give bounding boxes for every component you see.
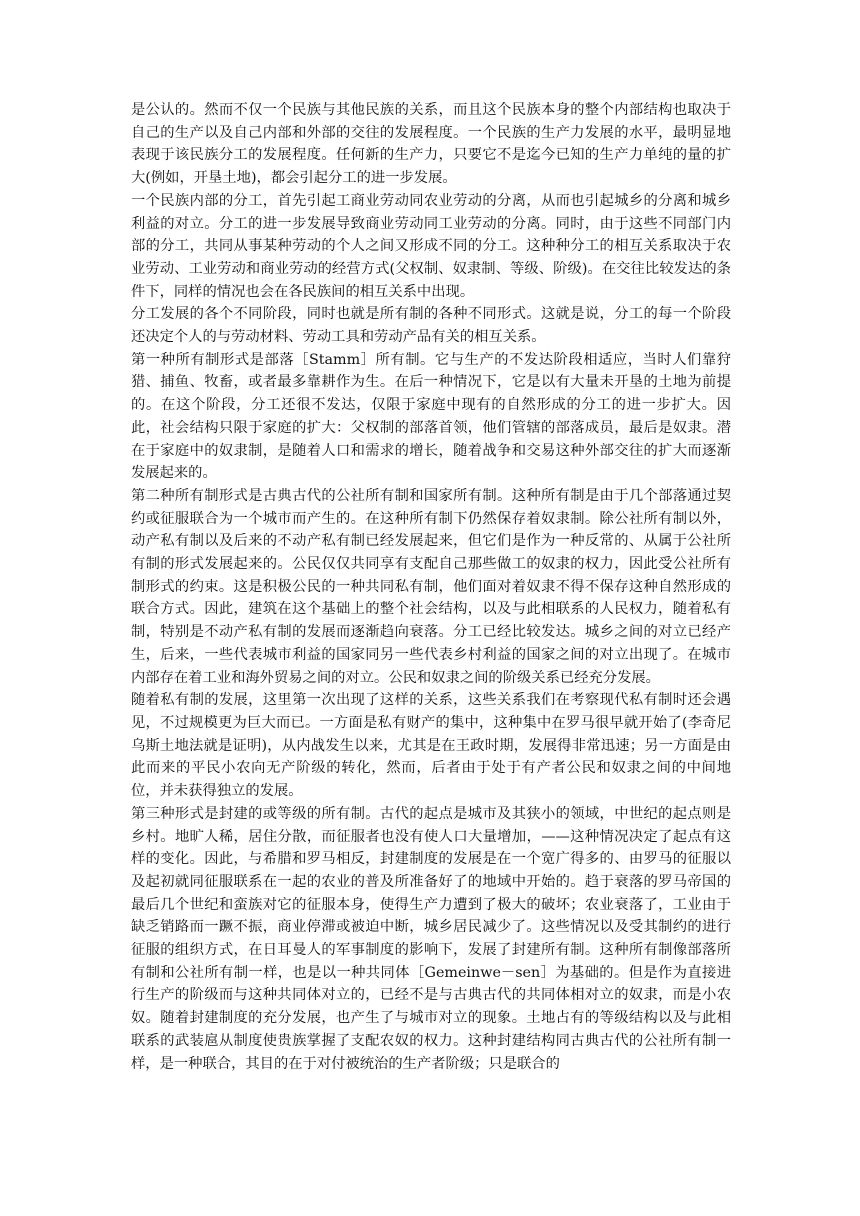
paragraph: 随着私有制的发展，这里第一次出现了这样的关系，这些关系我们在考察现代私有制时还会遇见，不过规模更为巨大而已。一方面是私有财产的集中，这种集中在罗马很早就开始了(李奇尼乌斯土地法就是证明)，从内战发生以来，尤其是在王政时期，发展得非常迅速；另一方面是由此而来的平民小农向无产阶级的转化，然而，后者由于处于有产者公民和奴隶之间的中间地位，并未获得独立的发展。 [131,692,731,800]
document-page [131,99,731,1075]
paragraph: 第一种所有制形式是部落［Stamm］所有制。它与生产的不发达阶段相适应，当时人们靠狩猎、捕鱼、牧畜，或者最多靠耕作为生。在后一种情况下，它是以有大量未开垦的土地为前提的。在这个阶段，分工还很不发达，仅限于家庭中现有的自然形成的分工的进一步扩大。因此，社会结构只限于家庭的扩大：父权制的部落首领，他们管辖的部落成员，最后是奴隶。潜在于家庭中的奴隶制，是随着人口和需求的增长，随着战争和交易这种外部交往的扩大而逐渐发展起来的。 [131,351,731,482]
paragraph: 一个民族内部的分工，首先引起工商业劳动同农业劳动的分离，从而也引起城乡的分离和城乡利益的对立。分工的进一步发展导致商业劳动同工业劳动的分离。同时，由于这些不同部门内部的分工，共同从事某种劳动的个人之间又形成不同的分工。这种种分工的相互关系取决于农业劳动、工业劳动和商业劳动的经营方式(父权制、奴隶制、等级、阶级)。在交往比较发达的条件下，同样的情况也会在各民族间的相互关系中出现。 [131,192,731,300]
paragraph: 第二种所有制形式是古典古代的公社所有制和国家所有制。这种所有制是由于几个部落通过契约或征服联合为一个城市而产生的。在这种所有制下仍然保存着奴隶制。除公社所有制以外，动产私有制以及后来的不动产私有制已经发展起来，但它们是作为一种反常的、从属于公社所有制的形式发展起来的。公民仅仅共同享有支配自己那些做工的奴隶的权力，因此受公社所有制形式的约束。这是积极公民的一种共同私有制，他们面对着奴隶不得不保存这种自然形成的联合方式。因此，建筑在这个基础上的整个社会结构，以及与此相联系的人民权力，随着私有制，特别是不动产私有制的发展而逐渐趋向衰落。分工已经比较发达。城乡之间的对立已经产生，后来，一些代表城市利益的国家同另一些代表乡村利益的国家之间的对立出现了。在城市内部存在着工业和海外贸易之间的对立。公民和奴隶之间的阶级关系已经充分发展。 [131,487,731,686]
paragraph: 是公认的。然而不仅一个民族与其他民族的关系，而且这个民族本身的整个内部结构也取决于自己的生产以及自己内部和外部的交往的发展程度。一个民族的生产力发展的水平，最明显地表现于该民族分工的发展程度。任何新的生产力，只要它不是迄今已知的生产力单纯的量的扩大(例如，开垦土地)，都会引起分工的进一步发展。 [131,102,731,187]
paragraph: 第三种形式是封建的或等级的所有制。古代的起点是城市及其狭小的领域，中世纪的起点则是乡村。地旷人稀，居住分散，而征服者也没有使人口大量增加，——这种情况决定了起点有这样的变化。因此，与希腊和罗马相反，封建制度的发展是在一个宽广得多的、由罗马的征服以及起初就同征服联系在一起的农业的普及所准备好了的地域中开始的。趋于衰落的罗马帝国的最后几个世纪和蛮族对它的征服本身，使得生产力遭到了极大的破坏；农业衰落了，工业由于缺乏销路而一蹶不振，商业停滞或被迫中断，城乡居民减少了。这些情况以及受其制约的进行征服的组织方式，在日耳曼人的军事制度的影响下，发展了封建所有制。这种所有制像部落所有制和公社所有制一样，也是以一种共同体［Gemeinwe－sen］为基础的。但是作为直接进行生产的阶级而与这种共同体对立的，已经不是与古典古代的共同体相对立的奴隶，而是小农奴。随着封建制度的充分发展，也产生了与城市对立的现象。土地占有的等级结构以及与此相联系的武装扈从制度使贵族掌握了支配农奴的权力。这种封建结构同古典古代的公社所有制一样，是一种联合，其目的在于对付被统治的生产者阶级；只是联合的 [131,805,731,1072]
paragraph: 分工发展的各个不同阶段，同时也就是所有制的各种不同形式。这就是说，分工的每一个阶段还决定个人的与劳动材料、劳动工具和劳动产品有关的相互关系。 [131,306,731,346]
